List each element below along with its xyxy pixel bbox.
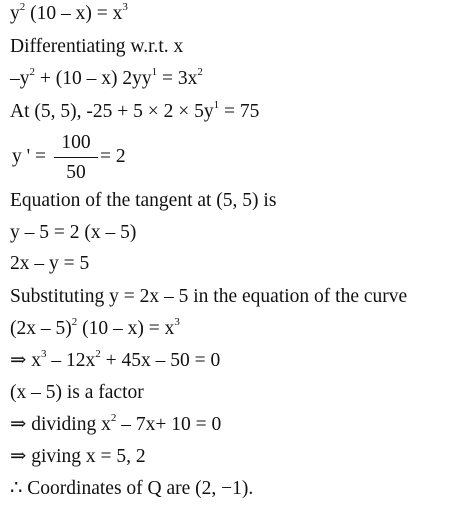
text: + 45x – 50 = 0 xyxy=(100,350,221,371)
conclusion-line xyxy=(10,477,465,501)
roots-line xyxy=(10,445,465,469)
exponent: 3 xyxy=(40,347,47,360)
text: (10 – x) = x xyxy=(25,3,123,24)
exponent: 2 xyxy=(110,411,117,424)
exponent: 2 xyxy=(71,315,78,328)
differentiate-line: Differentiating w.r.t. x xyxy=(10,36,184,57)
exponent: 2 xyxy=(29,65,35,78)
text: – 12x xyxy=(46,350,96,371)
exponent: 2 xyxy=(197,65,203,78)
text: = 75 xyxy=(219,101,260,122)
text: y xyxy=(10,3,20,24)
text: Coordinates of Q are (2, −1). xyxy=(22,478,254,499)
text: dividing x xyxy=(26,414,111,435)
exponent: 2 xyxy=(19,0,26,13)
tangent-heading-line: Equation of the tangent at (5, 5) is xyxy=(10,190,277,211)
substituting-line: Substituting y = 2x – 5 in the equation of the curve xyxy=(10,286,408,307)
curve-equation-line xyxy=(10,2,465,26)
therefore-icon: ∴ xyxy=(10,478,23,499)
fraction-numerator: 100 xyxy=(61,132,91,153)
substitute-point-line xyxy=(10,100,465,124)
text: –y xyxy=(10,68,30,89)
implies-icon: ⇒ xyxy=(10,350,27,371)
fraction xyxy=(54,130,98,186)
text: giving x = 5, 2 xyxy=(26,446,146,467)
fraction-denominator: 50 xyxy=(66,162,86,183)
tangent-equation-line: y – 5 = 2 (x – 5) xyxy=(10,222,137,243)
text: = 3x xyxy=(157,68,198,89)
text: + (10 – x) 2yy xyxy=(35,68,152,89)
fraction-bar xyxy=(54,157,98,158)
slope-lhs: y ' = xyxy=(12,146,47,167)
exponent: 2 xyxy=(95,347,101,360)
text: (2x – 5) xyxy=(10,318,72,339)
text: – 7x+ 10 = 0 xyxy=(116,414,222,435)
exponent: 3 xyxy=(174,315,180,328)
text: x xyxy=(26,350,41,371)
exponent: 1 xyxy=(151,65,158,78)
exponent: 3 xyxy=(122,0,128,13)
substituted-equation-line xyxy=(10,317,465,341)
slope-rhs: = 2 xyxy=(100,146,126,167)
implies-icon: ⇒ xyxy=(10,414,27,435)
text: (10 – x) = x xyxy=(77,318,175,339)
implies-icon: ⇒ xyxy=(10,446,27,467)
exponent: 1 xyxy=(213,98,220,111)
factor-line: (x – 5) is a factor xyxy=(10,382,144,403)
tangent-simplified-line: 2x – y = 5 xyxy=(10,253,90,274)
text: At (5, 5), -25 + 5 × 2 × 5y xyxy=(10,101,214,122)
quadratic-line xyxy=(10,413,465,437)
derivative-line xyxy=(10,67,465,91)
cubic-equation-line xyxy=(10,349,465,373)
